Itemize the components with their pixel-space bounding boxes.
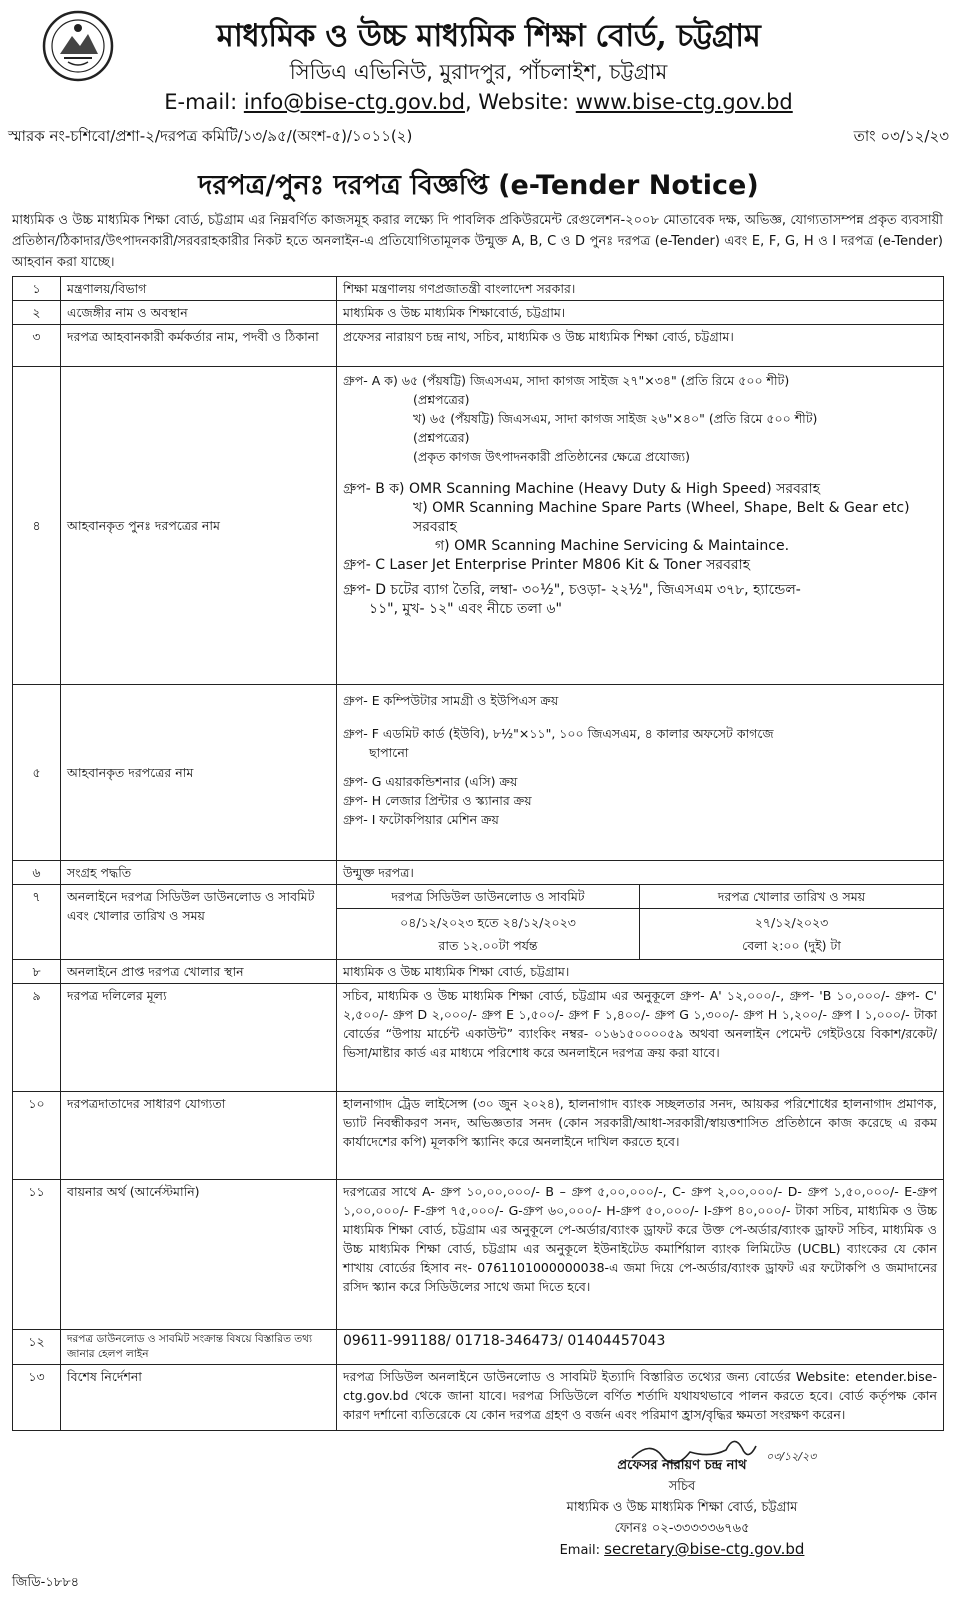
row-label: মন্ত্রণালয়/বিভাগ bbox=[61, 277, 337, 301]
group-b-item-2: খ) OMR Scanning Machine Spare Parts (Wheel, Shape, Belt & Gear etc) সরবরাহ bbox=[413, 500, 910, 535]
board-contact bbox=[0, 90, 957, 114]
table-row bbox=[13, 861, 944, 885]
group-f-item-cont: ছাপানো bbox=[369, 745, 409, 760]
opening-time: বেলা ২:০০ (দুই) টা bbox=[742, 938, 841, 953]
row-label: সংগ্রহ পদ্ধতি bbox=[61, 861, 337, 885]
download-submit-dates bbox=[337, 909, 640, 959]
signature-block bbox=[527, 1433, 837, 1561]
row-number: ১১ bbox=[13, 1180, 61, 1330]
email-link[interactable]: info@bise-ctg.gov.bd bbox=[243, 90, 465, 114]
table-row bbox=[13, 301, 944, 325]
notice-title: দরপত্র/পুনঃ দরপত্র বিজ্ঞপ্তি (e-Tender Notice) bbox=[198, 170, 759, 201]
table-row bbox=[13, 885, 944, 960]
group-f-item: গ্রুপ- F এডমিট কার্ড (ইউবি), ৮½"×১১", ১০০ জিএসএম, ৪ কালার অফসেট কাগজে bbox=[343, 726, 774, 741]
row-value: উন্মুক্ত দরপত্র। bbox=[337, 861, 944, 885]
row-value: সচিব, মাধ্যমিক ও উচ্চ মাধ্যমিক শিক্ষা বোর্ড, চট্টগ্রাম এর অনুকূলে গ্রুপ- A' ১২,০০০/-, গ্রুপ- 'B ১০,০০০/- গ্রুপ- C' ২,৫০০/- গ্রুপ D ২,০০০/- গ্রুপ E ১,৫০০/- গ্রুপ F ১,৪০০/- গ্রুপ G ১,৩০০/- গ্রুপ H ১,২০০/- গ্রুপ I ১,০০০/- টাকা বোর্ডের “উপায় মার্চেন্ট একাউন্ট” ব্যাংকিং নম্বর- ০১৬১৫০০০০৫৯ অথবা অনলাইন পেমেন্ট গেইটওয়ে বিকাশ/রকেট/ভিসা/মাষ্টার কার্ড এর মাধ্যমে পরিশোধ করে অনলাইনে দরপত্র ক্রয় করা যাবে। bbox=[337, 984, 944, 1092]
table-row bbox=[13, 1330, 944, 1365]
group-h-item: গ্রুপ- H লেজার প্রিন্টার ও স্ক্যানার ক্রয় bbox=[343, 793, 532, 808]
table-row bbox=[13, 685, 944, 861]
row-number: ১২ bbox=[13, 1330, 61, 1365]
row-number: ১৩ bbox=[13, 1365, 61, 1431]
memo-line bbox=[8, 123, 949, 149]
row-number: ৪ bbox=[13, 367, 61, 685]
website-link[interactable]: www.bise-ctg.gov.bd bbox=[575, 90, 793, 114]
group-i-item: গ্রুপ- I ফটোকপিয়ার মেশিন ক্রয় bbox=[343, 812, 499, 827]
row-label: অনলাইনে দরপত্র সিডিউল ডাউনলোড ও সাবমিট এবং খোলার তারিখ ও সময় bbox=[61, 885, 337, 960]
row-label: দরপত্রদাতাদের সাধারণ যোগ্যতা bbox=[61, 1092, 337, 1180]
row-number: ৫ bbox=[13, 685, 61, 861]
group-g-item: গ্রুপ- G এয়ারকন্ডিশনার (এসি) ক্রয় bbox=[343, 774, 518, 789]
opening-date: ২৭/১২/২০২৩ bbox=[754, 915, 829, 930]
table-row bbox=[13, 1365, 944, 1431]
row-value: মাধ্যমিক ও উচ্চ মাধ্যমিক শিক্ষাবোর্ড, চট্টগ্রাম। bbox=[337, 301, 944, 325]
row-label: বিশেষ নির্দেশনা bbox=[61, 1365, 337, 1431]
website-label: , Website: bbox=[464, 90, 570, 114]
table-row bbox=[13, 367, 944, 685]
email-label: E-mail: bbox=[164, 90, 238, 114]
opening-header: দরপত্র খোলার তারিখ ও সময় bbox=[640, 885, 943, 909]
table-row bbox=[13, 277, 944, 301]
row-number: ৮ bbox=[13, 960, 61, 984]
row-number: ২ bbox=[13, 301, 61, 325]
group-b-item-1: গ্রুপ- B ক) OMR Scanning Machine (Heavy Duty & High Speed) সরবরাহ bbox=[343, 481, 821, 497]
signature-date: ০৩/১২/২৩ bbox=[766, 1450, 817, 1463]
download-submit-range: ০৪/১২/২০২৩ হতে ২৪/১২/২০২৩ bbox=[400, 915, 576, 930]
row-value: দরপত্র সিডিউল অনলাইনে ডাউনলোড ও সাবমিট ইত্যাদি বিস্তারিত তথ্যের জন্য বোর্ডের Website: etender.bise-ctg.gov.bd থেকে জানা যাবে। দরপত্র সিডিউলে বর্ণিত শর্তাদি যথাযথভাবে পালন করতে হবে। বোর্ড কর্তৃপক্ষ কোন কারণ দর্শানো ব্যতিরেকে যে কোন দরপত্র গ্রহণ ও বর্জন এবং পরিমাণ হ্রাস/বৃদ্ধির ক্ষমতা সংরক্ষণ করেন। bbox=[337, 1365, 944, 1431]
row-label: দরপত্র দলিলের মূল্য bbox=[61, 984, 337, 1092]
download-submit-time: রাত ১২.০০টা পর্যন্ত bbox=[438, 938, 538, 953]
signatory-designation: সচিব bbox=[668, 1479, 696, 1494]
row-number: ৬ bbox=[13, 861, 61, 885]
group-c-item: গ্রুপ- C Laser Jet Enterprise Printer M806 Kit & Toner সরবরাহ bbox=[343, 557, 751, 573]
group-a-item-2-note: (প্রশ্নপত্রের) bbox=[413, 430, 470, 445]
download-submit-header: দরপত্র সিডিউল ডাউনলোড ও সাবমিট bbox=[337, 885, 640, 909]
group-a-note: (প্রকৃত কাগজ উৎপাদনকারী প্রতিষ্ঠানের ক্ষেত্রে প্রযোজ্য) bbox=[413, 449, 691, 464]
row-number: ১ bbox=[13, 277, 61, 301]
memo-reference: স্মারক নং-চশিবো/প্রশা-২/দরপত্র কমিটি/১৩/৯৫/(অংশ-৫)/১০১১(২) bbox=[8, 127, 413, 145]
schedule-grid bbox=[337, 885, 943, 959]
row-value: প্রফেসর নারায়ণ চন্দ্র নাথ, সচিব, মাধ্যমিক ও উচ্চ মাধ্যমিক শিক্ষা বোর্ড, চট্টগ্রাম। bbox=[337, 325, 944, 367]
table-row bbox=[13, 960, 944, 984]
board-address: সিডিএ এভিনিউ, মুরাদপুর, পাঁচলাইশ, চট্টগ্রাম bbox=[289, 60, 668, 84]
table-row bbox=[13, 325, 944, 367]
row-value: দরপত্রের সাথে A- গ্রুপ ১০,০০,০০০/- B – গ্রুপ ৫,০০,০০০/-, C- গ্রুপ ২,০০,০০০/- D- গ্রুপ ১,৫০,০০০/- E-গ্রুপ ১,০০,০০০/- F-গ্রুপ ৭৫,০০০/- G-গ্রুপ ৬০,০০০/- H-গ্রুপ ৫০,০০০/- I-গ্রুপ ৪০,০০০/- টাকা সচিব, মাধ্যমিক ও উচ্চ মাধ্যমিক শিক্ষা বোর্ড, চট্টগ্রাম এর অনুকূলে পে-অর্ডার/ব্যাংক ড্রাফট করে উক্ত পে-অর্ডার/ব্যাংক ড্রাফট সচিব, মাধ্যমিক ও উচ্চ মাধ্যমিক শিক্ষা বোর্ড, চট্টগ্রাম এর অনুকূলে ইউনাইটেড কমার্শিয়াল ব্যাংক লিমিটেড (UCBL) ব্যাংকের যে কোন শাখায় বোর্ডের হিসাব নং- 0761101000000038-এ জমা দিয়ে পে-অর্ডার/ব্যাংক ড্রাফট এর ফটোকপি ও জমাদানের রসিদ স্ক্যান করে সিডিউলের সাথে জমা দিতে হবে। bbox=[337, 1180, 944, 1330]
signatory-email bbox=[527, 1539, 837, 1561]
group-d-item: গ্রুপ- D চটের ব্যাগ তৈরি, লম্বা- ৩০½", চওড়া- ২২½", জিএসএম ৩৭৮, হ্যান্ডেল- bbox=[343, 582, 801, 598]
row-label: দরপত্র আহবানকারী কর্মকর্তার নাম, পদবী ও ঠিকানা bbox=[61, 325, 337, 367]
table-row bbox=[13, 1180, 944, 1330]
row-value bbox=[337, 885, 944, 960]
memo-date: তাং ০৩/১২/২৩ bbox=[853, 127, 949, 145]
group-a-item-1-note: (প্রশ্নপত্রের) bbox=[413, 392, 470, 407]
row-number: ৭ bbox=[13, 885, 61, 960]
opening-dates bbox=[640, 909, 943, 959]
header bbox=[0, 0, 957, 118]
board-title: মাধ্যমিক ও উচ্চ মাধ্যমিক শিক্ষা বোর্ড, চট্টগ্রাম bbox=[216, 18, 761, 54]
group-d-item-cont: ১১", মুখ- ১২" এবং নীচে তলা ৬" bbox=[369, 601, 562, 617]
row-label: আহবানকৃত দরপত্রের নাম bbox=[61, 685, 337, 861]
signatory-phone: ফোনঃ ০২-৩৩৩৩৩৬৭৬৫ bbox=[614, 1521, 750, 1536]
signatory-email-label: Email: bbox=[559, 1543, 601, 1558]
row-value: 09611-991188/ 01718-346473/ 01404457043 bbox=[337, 1330, 944, 1365]
row-label: অনলাইনে প্রাপ্ত দরপত্র খোলার স্থান bbox=[61, 960, 337, 984]
row-label: দরপত্র ডাউনলোড ও সাবমিট সংক্রান্ত বিষয়ে বিস্তারিত তথ্য জানার হেলপ লাইন bbox=[61, 1330, 337, 1365]
tender-table bbox=[12, 276, 944, 1431]
intro-paragraph: মাধ্যমিক ও উচ্চ মাধ্যমিক শিক্ষা বোর্ড, চট্টগ্রাম এর নিম্নবর্ণিত কাজসমূহ করার লক্ষ্যে দি পাবলিক প্রকিউরমেন্ট রেগুলেশন-২০০৮ মোতাবেক দক্ষ, অভিজ্ঞ, যোগ্যতাসম্পন্ন প্রকৃত ব্যবসায়ী প্রতিষ্ঠান/ঠিকাদার/উৎপাদনকারী/সরবরাহকারীর নিকট হতে অনলাইন-এ প্রতিযোগিতামূলক উন্মুক্ত A, B, C ও D পুনঃ দরপত্র (e-Tender) এবং E, F, G, H ও I দরপত্র (e-Tender) আহবান করা যাচ্ছে। bbox=[12, 213, 943, 270]
row-value: শিক্ষা মন্ত্রণালয় গণপ্রজাতন্ত্রী বাংলাদেশ সরকার। bbox=[337, 277, 944, 301]
group-a-item-1: গ্রুপ- A ক) ৬৫ (পঁয়ষট্টি) জিএসএম, সাদা কাগজ সাইজ ২৭"×৩৪" (প্রতি রিমে ৫০০ শীট) bbox=[343, 373, 790, 388]
table-row bbox=[13, 984, 944, 1092]
signatory-name: প্রফেসর নারায়ণ চন্দ্র নাথ bbox=[617, 1458, 747, 1473]
row-value bbox=[337, 685, 944, 861]
row-label: আহবানকৃত পুনঃ দরপত্রের নাম bbox=[61, 367, 337, 685]
row-value bbox=[337, 367, 944, 685]
group-a-item-2: খ) ৬৫ (পঁয়ষট্টি) জিএসএম, সাদা কাগজ সাইজ ২৬"×৪০" (প্রতি রিমে ৫০০ শীট) bbox=[413, 411, 818, 426]
row-value: মাধ্যমিক ও উচ্চ মাধ্যমিক শিক্ষা বোর্ড, চট্টগ্রাম। bbox=[337, 960, 944, 984]
row-number: ১০ bbox=[13, 1092, 61, 1180]
row-number: ৩ bbox=[13, 325, 61, 367]
signatory-email-link[interactable]: secretary@bise-ctg.gov.bd bbox=[604, 1540, 805, 1558]
signatory-office: মাধ্যমিক ও উচ্চ মাধ্যমিক শিক্ষা বোর্ড, চট্টগ্রাম bbox=[566, 1500, 798, 1515]
table-row bbox=[13, 1092, 944, 1180]
group-b-item-3: গ) OMR Scanning Machine Servicing & Maintaince. bbox=[435, 538, 790, 554]
row-value: হালনাগাদ ট্রেড লাইসেন্স (৩০ জুন ২০২৪), হালনাগাদ ব্যাংক সচ্ছলতার সনদ, আয়কর পরিশোধের হালনাগাদ প্রমাণক, ভ্যাট নিবন্ধীকরণ সনদ, অভিজ্ঞতার সনদ (কোন সরকারী/আধা-সরকারী/স্বায়ত্তশাসিত প্রতিষ্ঠানে কাজ করেছে এ রকম কার্যাদেশের কপি) মূলকপি স্ক্যানিং করে অনলাইনে দাখিল করতে হবে। bbox=[337, 1092, 944, 1180]
row-label: এজেঙ্গীর নাম ও অবস্থান bbox=[61, 301, 337, 325]
group-e-item: গ্রুপ- E কম্পিউটার সামগ্রী ও ইউপিএস ক্রয় bbox=[343, 693, 559, 708]
row-label: বায়নার অর্থ (আর্নেস্টমানি) bbox=[61, 1180, 337, 1330]
row-number: ৯ bbox=[13, 984, 61, 1092]
gd-number: জিডি-১৮৮৪ bbox=[12, 1575, 80, 1590]
